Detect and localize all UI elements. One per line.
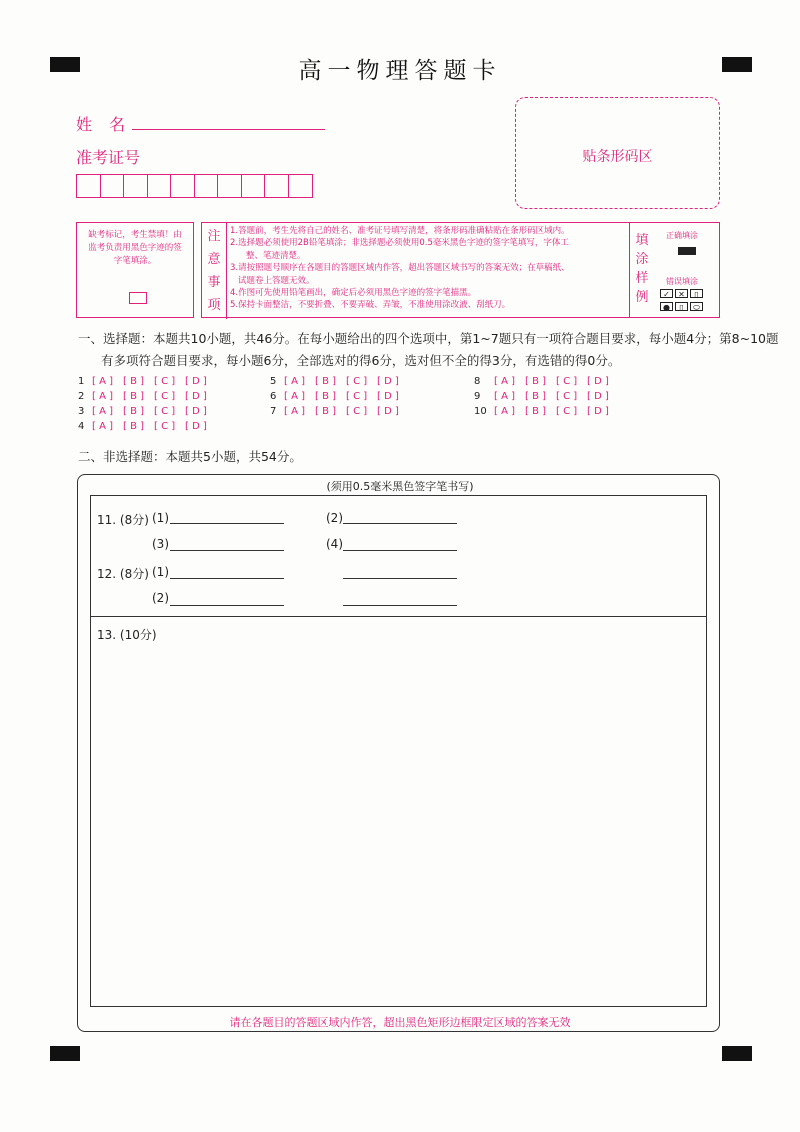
q11-label: 11. (8分) bbox=[97, 513, 149, 527]
section1-instructions-line1: 一、选择题：本题共10小题，共46分。在每小题给出的四个选项中，第1~7题只有一项符合题目要求，每小题4分；第8~10题 bbox=[78, 331, 779, 346]
answer-area-header: (须用0.5毫米黑色签字笔书写) bbox=[326, 480, 474, 493]
footer-notice: 请在各题目的答题区域内作答，超出黑色矩形边框限定区域的答案无效 bbox=[229, 1016, 571, 1029]
exam-id-grid[interactable] bbox=[76, 174, 313, 198]
q12-part2-answer-2[interactable] bbox=[343, 605, 457, 606]
q12-part2-answer[interactable] bbox=[170, 605, 284, 606]
q11-part2-label: (2) bbox=[326, 511, 343, 525]
id-box[interactable] bbox=[171, 175, 195, 197]
choice-row[interactable]: 6 [ A ] [ B ] [ C ] [ D ] bbox=[270, 391, 399, 402]
id-box[interactable] bbox=[77, 175, 101, 197]
id-box[interactable] bbox=[218, 175, 242, 197]
section1-instructions-line2: 有多项符合题目要求，每小题6分，全部选对的得6分，选对但不全的得3分，有选错的得0分。 bbox=[101, 353, 621, 368]
id-box[interactable] bbox=[242, 175, 266, 197]
choice-row[interactable]: 4 [ A ] [ B ] [ C ] [ D ] bbox=[78, 421, 207, 432]
choice-row[interactable]: 10 [ A ] [ B ] [ C ] [ D ] bbox=[474, 406, 609, 417]
choice-row[interactable]: 3 [ A ] [ B ] [ C ] [ D ] bbox=[78, 406, 207, 417]
q11-part4-answer[interactable] bbox=[343, 550, 457, 551]
q11-part3-label: (3) bbox=[152, 537, 169, 551]
section2-heading: 二、非选择题：本题共5小题，共54分。 bbox=[78, 449, 302, 464]
q11-part4-label: (4) bbox=[326, 537, 343, 551]
q13-label: 13. (10分) bbox=[97, 628, 157, 642]
id-box[interactable] bbox=[289, 175, 313, 197]
id-box[interactable] bbox=[195, 175, 219, 197]
fill-sample-heading: 填 涂 样 例 bbox=[635, 233, 649, 305]
check-mark-icon: ✓ bbox=[660, 289, 673, 298]
absent-checkbox[interactable] bbox=[129, 292, 147, 304]
notice-box bbox=[201, 222, 720, 318]
oval-fill-icon: ⬭ bbox=[690, 302, 703, 311]
exam-id-label: 准考证号 bbox=[76, 148, 141, 167]
notice-text: 1.答题前，考生先将自己的姓名、准考证号填写清楚，将条形码准确粘贴在条形码区域内。 2.选择题必须使用2B铅笔填涂；非选择题必须使用0.5毫米黑色字迹的签字笔填写，字体工 整、笔迹清楚。 3.请按照题号顺序在各题目的答题区域内作答，超出答题区域书写的答案无效；在草稿纸、 试题卷上答题无效。 4.作图可先使用铅笔画出，确定后必须用黑色字迹的签字笔描黑。 5.保持卡面整洁，不要折叠、不要弄破、弄皱，不准使用涂改液、刮纸刀。 bbox=[230, 226, 570, 311]
absent-mark-box bbox=[76, 222, 194, 318]
q12-part1-answer[interactable] bbox=[170, 578, 284, 579]
q11-part1-answer[interactable] bbox=[170, 523, 284, 524]
q12-part1-answer-2[interactable] bbox=[343, 578, 457, 579]
id-box[interactable] bbox=[265, 175, 289, 197]
q13-answer-area[interactable] bbox=[92, 645, 705, 1003]
notice-heading: 注 意 事 项 bbox=[202, 223, 227, 319]
wrong-fill-samples-row2 bbox=[660, 302, 703, 311]
name-label: 姓 名 bbox=[76, 115, 132, 134]
id-box[interactable] bbox=[124, 175, 148, 197]
id-box[interactable] bbox=[148, 175, 172, 197]
choice-row[interactable]: 7 [ A ] [ B ] [ C ] [ D ] bbox=[270, 406, 399, 417]
q12-part1-label: (1) bbox=[152, 565, 169, 579]
choice-row[interactable]: 5 [ A ] [ B ] [ C ] [ D ] bbox=[270, 376, 399, 387]
cross-mark-icon: ✕ bbox=[675, 289, 688, 298]
choice-row[interactable]: 2 [ A ] [ B ] [ C ] [ D ] bbox=[78, 391, 207, 402]
wrong-fill-samples-row1 bbox=[660, 289, 703, 298]
registration-mark-bottom-right bbox=[722, 1046, 752, 1061]
id-box[interactable] bbox=[101, 175, 125, 197]
fill-sample bbox=[629, 223, 720, 317]
choice-row[interactable]: 1 [ A ] [ B ] [ C ] [ D ] bbox=[78, 376, 207, 387]
q12-label: 12. (8分) bbox=[97, 567, 149, 581]
q11-part3-answer[interactable] bbox=[170, 550, 284, 551]
registration-mark-bottom-left bbox=[50, 1046, 80, 1061]
correct-fill-label: 正确填涂 bbox=[666, 231, 698, 240]
page-title: 高一物理答题卡 bbox=[298, 58, 502, 84]
partial-fill-icon: ▯ bbox=[690, 289, 703, 298]
q12-part2-label: (2) bbox=[152, 591, 169, 605]
name-field[interactable] bbox=[132, 128, 325, 130]
barcode-area bbox=[515, 97, 720, 209]
choice-row[interactable]: 9 [ A ] [ B ] [ C ] [ D ] bbox=[474, 391, 609, 402]
wrong-fill-label: 错误填涂 bbox=[666, 277, 698, 286]
bar-fill-icon: ▯ bbox=[675, 302, 688, 311]
answer-divider bbox=[90, 616, 707, 617]
choice-row[interactable]: 8 [ A ] [ B ] [ C ] [ D ] bbox=[474, 376, 609, 387]
absent-text: 缺考标记，考生禁填！由监考负责用黑色字迹的签字笔填涂。 bbox=[88, 230, 182, 266]
q11-part1-label: (1) bbox=[152, 511, 169, 525]
q11-part2-answer[interactable] bbox=[343, 523, 457, 524]
dot-fill-icon: ● bbox=[660, 302, 673, 311]
barcode-label: 贴条形码区 bbox=[582, 149, 653, 165]
correct-fill-sample bbox=[678, 247, 696, 255]
